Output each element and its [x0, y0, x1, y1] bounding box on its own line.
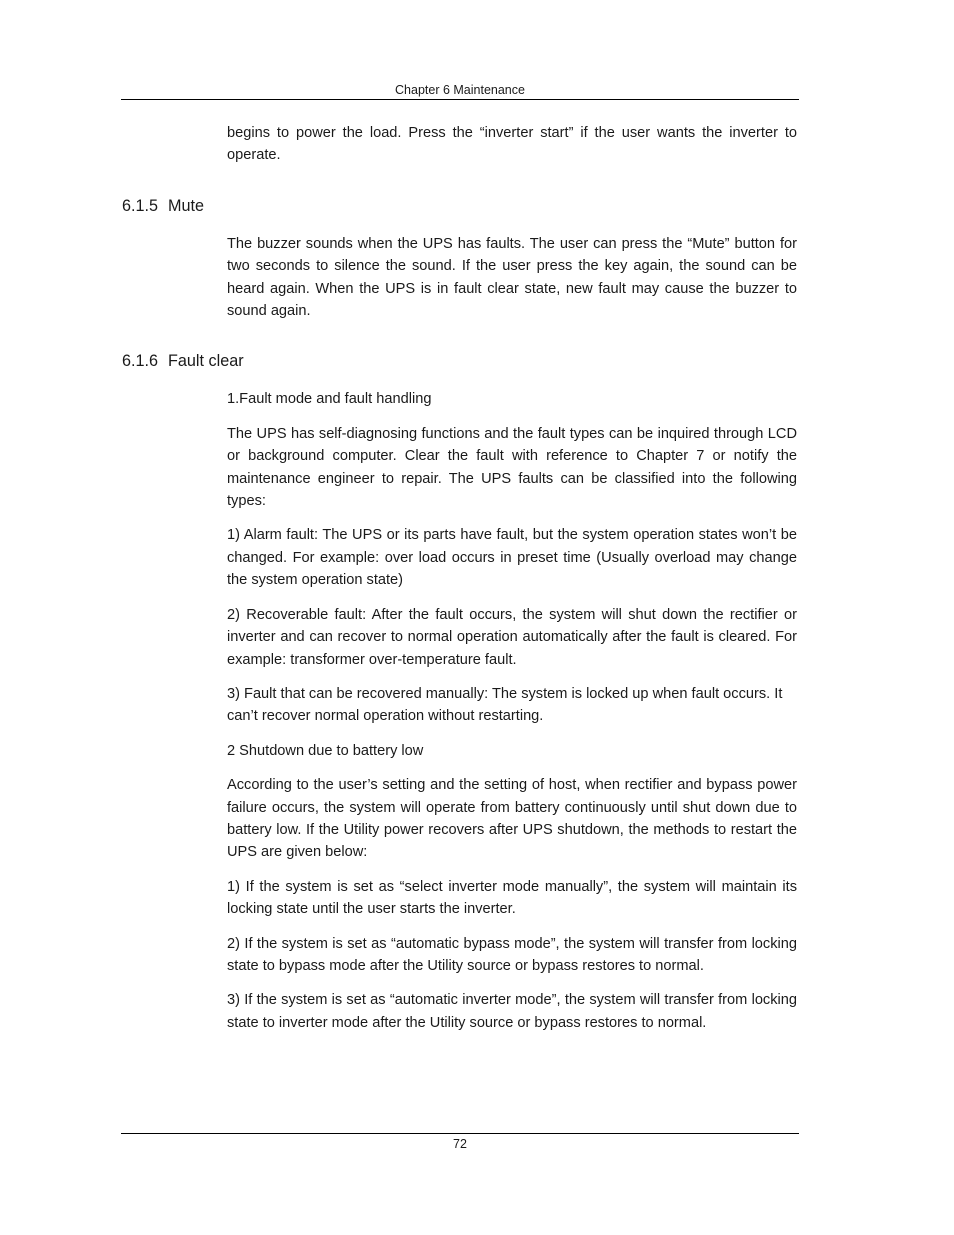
- footer-rule: [121, 1133, 799, 1134]
- paragraph: According to the user’s setting and the setting of host, when rectifier and bypass power failure occurs, the system will operate from battery continuously until shut down due to battery low. If the Utility power recovers after UPS shutdown, the methods to restart the UPS are given below:: [227, 777, 797, 861]
- section-title: Fault clear: [168, 352, 244, 371]
- page-number: 72: [453, 1137, 467, 1151]
- continuation-paragraph: begins to power the load. Press the “inverter start” if the user wants the inverter to operate.: [227, 125, 797, 164]
- mute-paragraph: The buzzer sounds when the UPS has faults. The user can press the “Mute” button for two seconds to silence the sound. If the user press the key again, the sound can be heard again. When the UPS is in fault clear state, new fault may cause the buzzer to sound again.: [227, 235, 797, 320]
- section-title: Mute: [168, 196, 205, 215]
- paragraph: 2) If the system is set as “automatic bypass mode”, the system will transfer from locking state to bypass mode after the Utility source or bypass restores to normal.: [227, 935, 797, 974]
- header-rule: [121, 99, 799, 100]
- running-header: Chapter 6 Maintenance: [395, 83, 525, 97]
- subheading-shutdown: 2 Shutdown due to battery low: [227, 742, 424, 759]
- paragraph: 3) Fault that can be recovered manually: The system is locked up when fault occurs. It can’t recover normal operation without restarting.: [227, 685, 783, 725]
- paragraph: The UPS has self-diagnosing functions and the fault types can be inquired through LCD or background computer. Clear the fault with reference to Chapter 7 or notify the maintenance engineer to repair. The UPS faults can be classified into the following types:: [227, 425, 797, 510]
- section-number: 6.1.6: [122, 352, 159, 371]
- section-number: 6.1.5: [122, 196, 159, 215]
- paragraph: 2) Recoverable fault: After the fault occurs, the system will shut down the rectifier or inverter and can recover to normal operation automatically after the fault is cleared. For example: transformer over-temperature fault.: [227, 606, 797, 668]
- page-body: [122, 122, 797, 1046]
- subheading-fault-mode: 1.Fault mode and fault handling: [227, 391, 432, 408]
- paragraph: 1) If the system is set as “select inverter mode manually”, the system will maintain its locking state until the user starts the inverter.: [227, 878, 797, 918]
- section-heading-mute: [122, 195, 797, 217]
- paragraph: 3) If the system is set as “automatic inverter mode”, the system will transfer from locking state to inverter mode after the Utility source or bypass restores to normal.: [227, 992, 797, 1031]
- section-heading-fault-clear: [122, 350, 797, 372]
- paragraph: 1) Alarm fault: The UPS or its parts have fault, but the system operation states won’t be changed. For example: over load occurs in preset time (Usually overload may change the system operation state): [227, 527, 797, 589]
